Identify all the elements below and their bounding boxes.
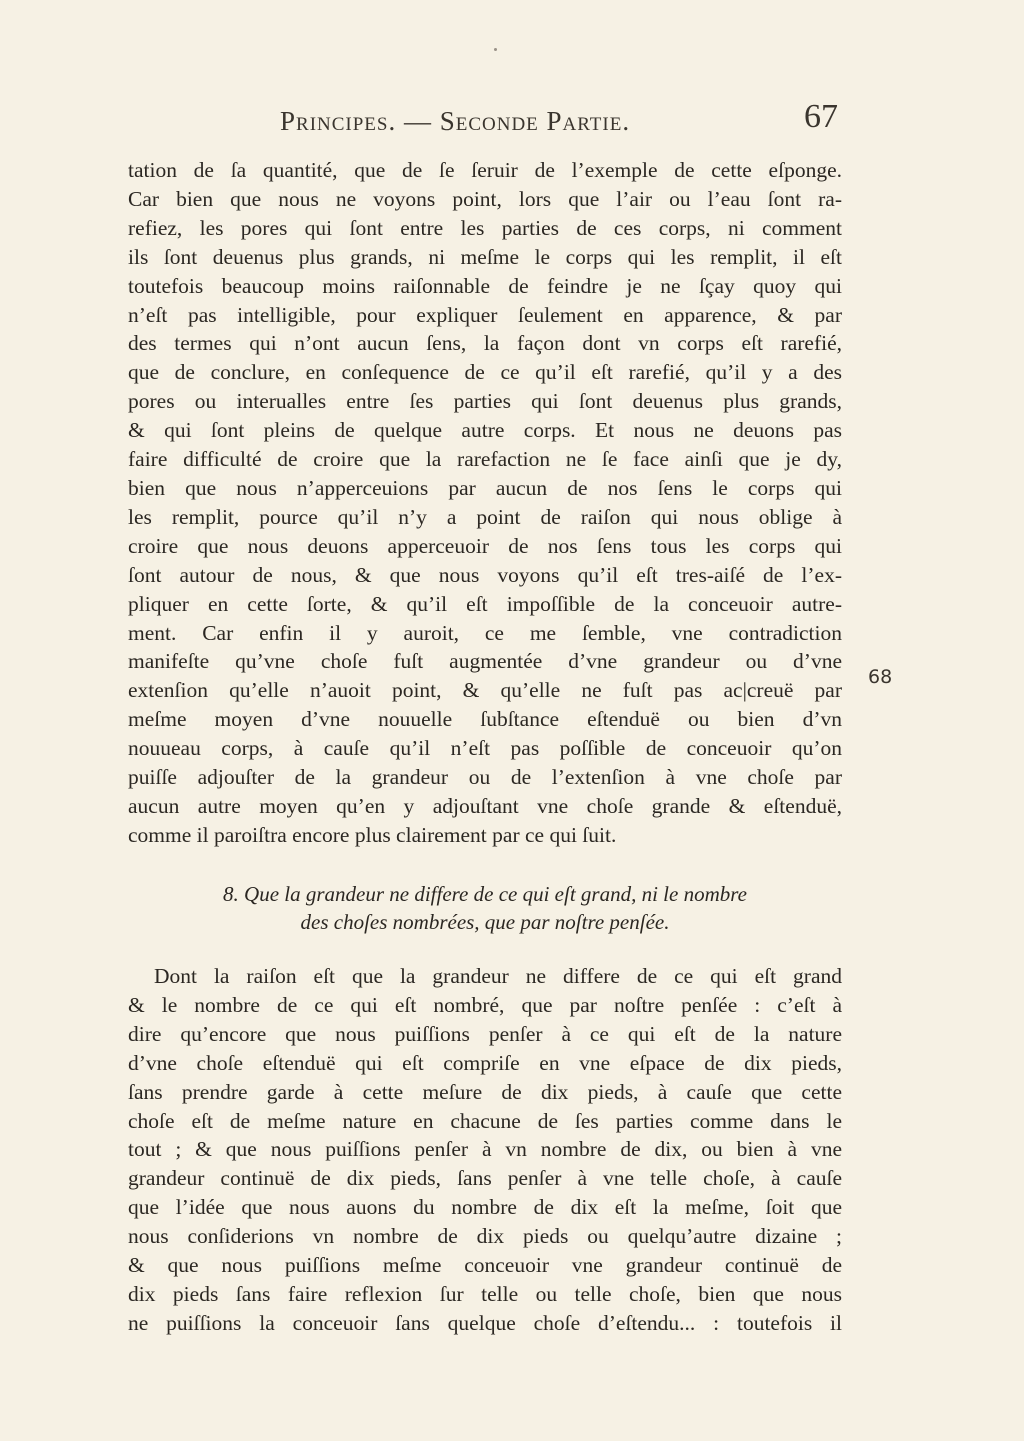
text-line: que l’idée que nous auons du nombre de dix eſt la meſme, ſoit que (128, 1195, 842, 1220)
text-line: ſans prendre garde à cette meſure de dix pieds, à cauſe que cette (128, 1079, 842, 1104)
text-line: puiſſe adjouſter de la grandeur ou de l’extenſion à vne choſe par (128, 765, 842, 790)
page-number: 67 (804, 98, 838, 135)
text-line: toutefois beaucoup moins raiſonnable de feindre je ne ſçay quoy qui (128, 273, 842, 298)
text-line: que de conclure, en conſequence de ce qu’il eſt rarefié, qu’il y a des (128, 360, 842, 385)
text-line: dire qu’encore que nous puiſſions penſer à ce qui eſt de la nature (128, 1021, 842, 1046)
text-line: pores ou interualles entre ſes parties qui ſont deuenus plus grands, (128, 389, 842, 414)
text-line: ils ſont deuenus plus grands, ni meſme le corps qui les remplit, il eſt (128, 244, 842, 269)
text-line: & qui ſont pleins de quelque autre corps. Et nous ne deuons pas (128, 418, 842, 443)
text-line: ment. Car enfin il y auroit, ce me ſemble, vne contradiction (128, 620, 842, 645)
text-line: Car bien que nous ne voyons point, lors que l’air ou l’eau ſont ra- (128, 186, 842, 211)
text-line: bien que nous n’apperceuions par aucun de nos ſens le corps qui (128, 475, 842, 500)
body-paragraph-2 (128, 962, 842, 1338)
text-line: meſme moyen d’vne nouuelle ſubſtance eſtenduë ou bien d’vn (128, 707, 842, 732)
text-line: nouueau corps, à cauſe qu’il n’eſt pas poſſible de conceuoir qu’on (128, 736, 842, 761)
text-line: tout ; & que nous puiſſions penſer à vn nombre de dix, ou bien à vne (128, 1137, 842, 1162)
text-line: dix pieds ſans faire reflexion ſur telle ou telle choſe, bien que nous (128, 1281, 842, 1306)
text-line: les remplit, pource qu’il n’y a point de raiſon qui nous oblige à (128, 504, 842, 529)
text-line: d’vne choſe eſtenduë qui eſt compriſe en vne eſpace de dix pieds, (128, 1050, 842, 1075)
section-heading-line: des choſes nombrées, que par noſtre penſée. (300, 910, 670, 934)
body-paragraph (128, 156, 842, 850)
text-line: croire que nous deuons apperceuoir de nos ſens tous les corps qui (128, 533, 842, 558)
text-line: grandeur continuë de dix pieds, ſans penſer à vne telle choſe, à cauſe (128, 1166, 842, 1191)
text-line: Dont la raiſon eſt que la grandeur ne differe de ce qui eſt grand (154, 964, 842, 988)
section-heading-line: 8. Que la grandeur ne differe de ce qui eſt grand, ni le nombre (223, 882, 747, 906)
page-header (128, 98, 842, 144)
text-line: extenſion qu’elle n’auoit point, & qu’elle ne fuſt pas ac|creuë par (128, 678, 842, 703)
text-line: pliquer en cette ſorte, & qu’il eſt impoſſible de la conceuoir autre- (128, 591, 842, 616)
text-line: & le nombre de ce qui eſt nombré, que par noſtre penſée : c’eſt à (128, 992, 842, 1017)
text-line: manifeſte qu’vne choſe fuſt augmentée d’vne grandeur ou d’vne (128, 649, 842, 674)
running-title: Principes. — Seconde Partie. (280, 106, 631, 136)
text-line: ne puiſſions la conceuoir ſans quelque choſe d’eſtendu... : toutefois il (128, 1310, 842, 1335)
page-mark (494, 48, 497, 51)
text-line: ſont autour de nous, & que nous voyons qu’il eſt tres-aiſé de l’ex- (128, 562, 842, 587)
text-line: refiez, les pores qui ſont entre les parties de ces corps, ni comment (128, 215, 842, 240)
text-line: choſe eſt de meſme nature en chacune de ſes parties comme dans le (128, 1108, 842, 1133)
text-line: des termes qui n’ont aucun ſens, la façon dont vn corps eſt rarefié, (128, 331, 842, 356)
section-heading (128, 880, 842, 936)
margin-page-number: 68 (868, 666, 893, 688)
text-line: aucun autre moyen qu’en y adjouſtant vne choſe grande & eſtenduë, (128, 793, 842, 818)
text-line: nous conſiderions vn nombre de dix pieds ou quelqu’autre dizaine ; (128, 1224, 842, 1249)
text-line: comme il paroiſtra encore plus clairement par ce qui ſuit. (128, 822, 617, 847)
text-line: & que nous puiſſions meſme conceuoir vne grandeur continuë de (128, 1253, 842, 1278)
text-line: faire difficulté de croire que la rarefaction ne ſe face ainſi que je dy, (128, 447, 842, 472)
text-line: tation de ſa quantité, que de ſe ſeruir de l’exemple de cette eſponge. (128, 158, 842, 182)
text-line: n’eſt pas intelligible, pour expliquer ſeulement en apparence, & par (128, 302, 842, 327)
